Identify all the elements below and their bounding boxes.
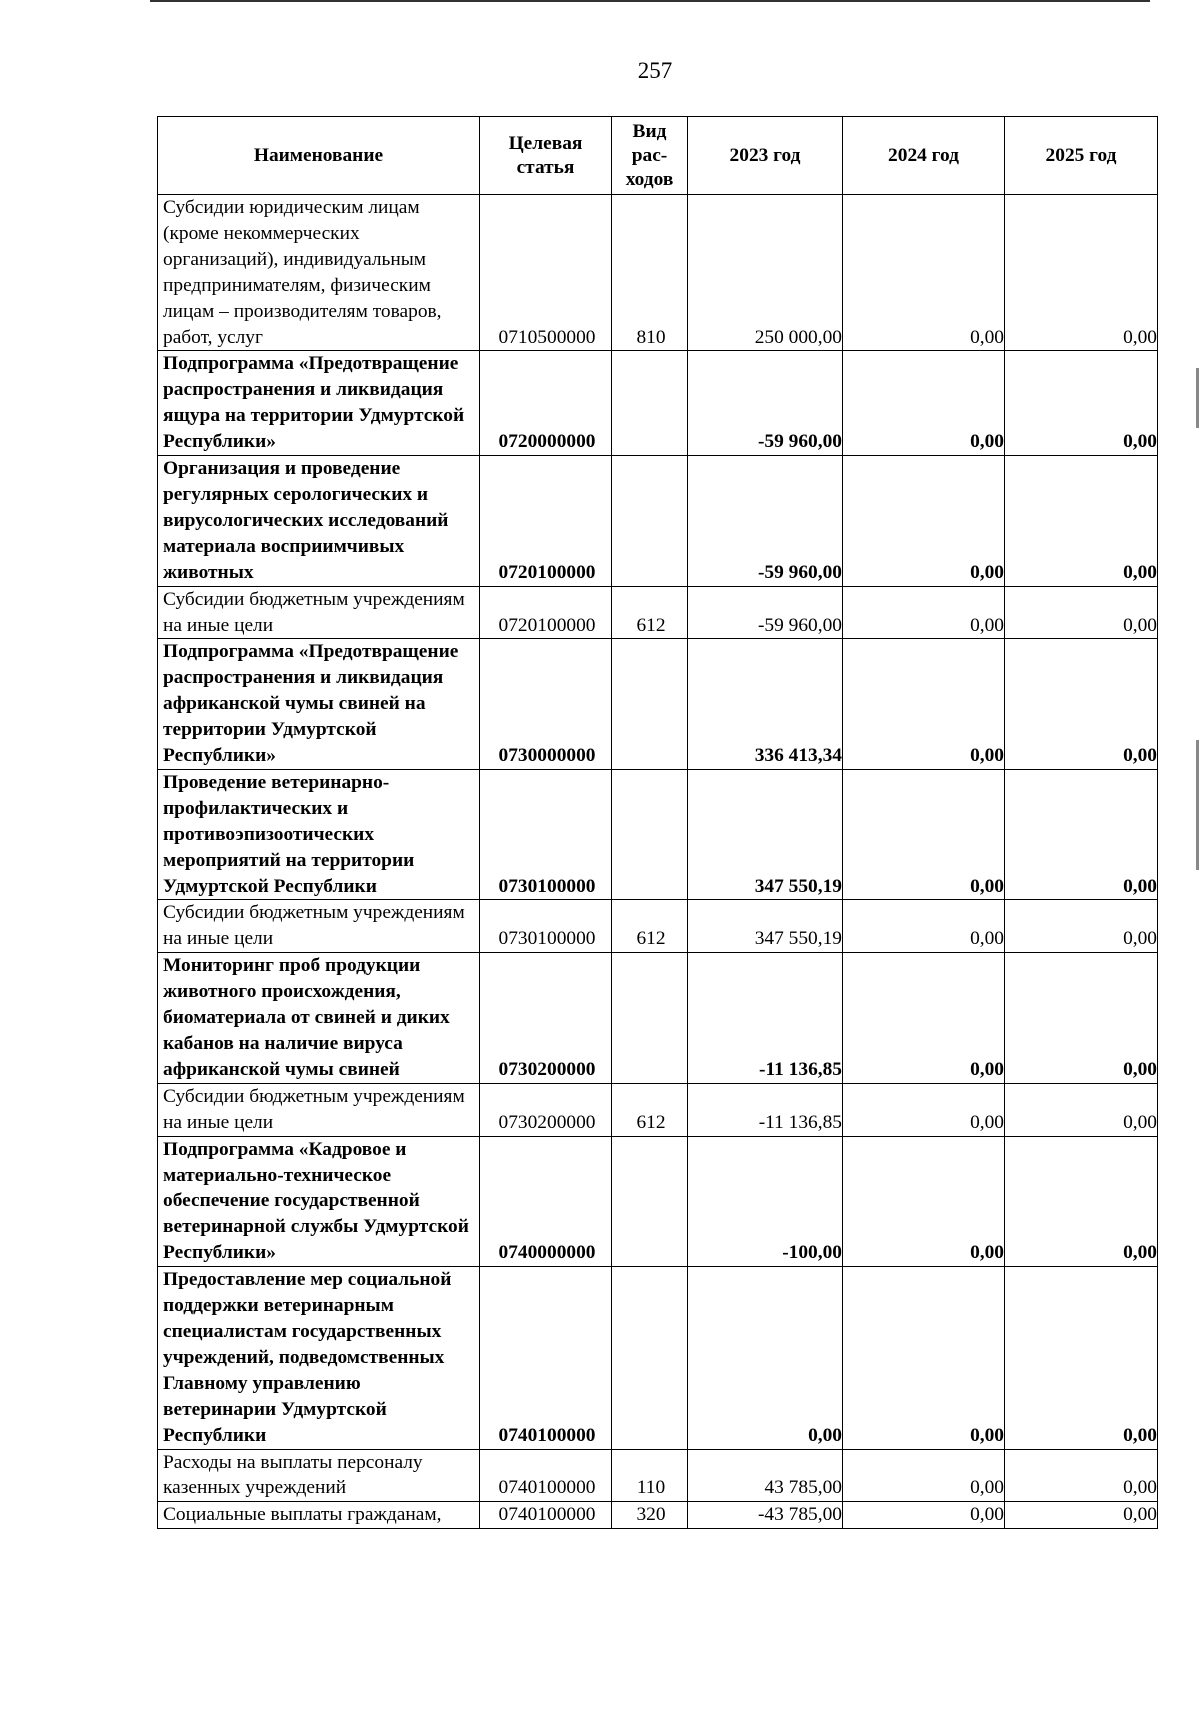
table-row <box>158 195 1158 351</box>
header-name: Наименование <box>158 117 480 195</box>
row-expense-kind <box>612 1136 688 1267</box>
table-row <box>158 351 1158 456</box>
row-name: Предоставление мер социальной поддержки ветеринарным специалистам государственных учреждений, подведомственных Главному управлению ветеринарии Удмуртской Республики <box>158 1267 480 1449</box>
table-row <box>158 1267 1158 1449</box>
row-expense-kind: 612 <box>612 586 688 639</box>
row-target-article: 0720100000 <box>480 586 612 639</box>
row-2025: 0,00 <box>1005 769 1158 900</box>
row-2024: 0,00 <box>843 195 1005 351</box>
row-2023: 347 550,19 <box>688 900 843 953</box>
row-expense-kind <box>612 639 688 770</box>
row-name: Субсидии бюджетным учреждениям на иные цели <box>158 900 480 953</box>
row-target-article: 0740100000 <box>480 1267 612 1449</box>
table-row <box>158 586 1158 639</box>
row-name: Подпрограмма «Кадровое и материально-техническое обеспечение государственной ветеринарной службы Удмуртской Республики» <box>158 1136 480 1267</box>
row-2024: 0,00 <box>843 1502 1005 1529</box>
row-2025: 0,00 <box>1005 900 1158 953</box>
header-2024: 2024 год <box>843 117 1005 195</box>
row-2023: -59 960,00 <box>688 351 843 456</box>
row-2025: 0,00 <box>1005 1267 1158 1449</box>
table-row <box>158 1449 1158 1502</box>
scan-edge-mark <box>1196 368 1199 428</box>
row-2025: 0,00 <box>1005 586 1158 639</box>
row-expense-kind: 612 <box>612 900 688 953</box>
header-target-article: Целевая статья <box>480 117 612 195</box>
row-2024: 0,00 <box>843 769 1005 900</box>
row-2025: 0,00 <box>1005 1083 1158 1136</box>
row-expense-kind: 110 <box>612 1449 688 1502</box>
budget-table <box>157 116 1158 1529</box>
row-expense-kind <box>612 769 688 900</box>
row-target-article: 0720100000 <box>480 456 612 587</box>
row-2023: 0,00 <box>688 1267 843 1449</box>
row-2025: 0,00 <box>1005 456 1158 587</box>
table-row <box>158 1083 1158 1136</box>
row-name: Подпрограмма «Предотвращение распространения и ликвидация африканской чумы свиней на территории Удмуртской Республики» <box>158 639 480 770</box>
row-name: Субсидии юридическим лицам (кроме некоммерческих организаций), индивидуальным предпринимателям, физическим лицам – производителям товаров, работ, услуг <box>158 195 480 351</box>
row-target-article: 0730200000 <box>480 953 612 1084</box>
row-2025: 0,00 <box>1005 1136 1158 1267</box>
row-expense-kind <box>612 456 688 587</box>
row-2023: -11 136,85 <box>688 1083 843 1136</box>
row-2024: 0,00 <box>843 953 1005 1084</box>
header-2023: 2023 год <box>688 117 843 195</box>
row-expense-kind <box>612 953 688 1084</box>
row-2024: 0,00 <box>843 586 1005 639</box>
row-2025: 0,00 <box>1005 1502 1158 1529</box>
row-expense-kind: 320 <box>612 1502 688 1529</box>
table-header-row <box>158 117 1158 195</box>
row-name: Проведение ветеринарно-профилактических и противоэпизоотических мероприятий на территории Удмуртской Республики <box>158 769 480 900</box>
row-2024: 0,00 <box>843 456 1005 587</box>
row-2023: -59 960,00 <box>688 586 843 639</box>
row-2024: 0,00 <box>843 1136 1005 1267</box>
page-number: 257 <box>637 58 673 83</box>
row-2023: -100,00 <box>688 1136 843 1267</box>
row-2024: 0,00 <box>843 1267 1005 1449</box>
header-2025: 2025 год <box>1005 117 1158 195</box>
row-2025: 0,00 <box>1005 351 1158 456</box>
row-2023: 336 413,34 <box>688 639 843 770</box>
row-2024: 0,00 <box>843 1449 1005 1502</box>
row-name: Подпрограмма «Предотвращение распространения и ликвидация ящура на территории Удмуртской Республики» <box>158 351 480 456</box>
row-2024: 0,00 <box>843 351 1005 456</box>
row-2023: 347 550,19 <box>688 769 843 900</box>
row-target-article: 0730000000 <box>480 639 612 770</box>
scan-edge-mark <box>1196 740 1199 870</box>
row-target-article: 0740100000 <box>480 1449 612 1502</box>
row-target-article: 0710500000 <box>480 195 612 351</box>
table-row <box>158 639 1158 770</box>
table-row <box>158 1502 1158 1529</box>
row-expense-kind: 810 <box>612 195 688 351</box>
row-2023: 250 000,00 <box>688 195 843 351</box>
row-2025: 0,00 <box>1005 639 1158 770</box>
row-2025: 0,00 <box>1005 953 1158 1084</box>
row-2024: 0,00 <box>843 1083 1005 1136</box>
row-name: Субсидии бюджетным учреждениям на иные цели <box>158 586 480 639</box>
row-expense-kind: 612 <box>612 1083 688 1136</box>
row-2025: 0,00 <box>1005 195 1158 351</box>
table-row <box>158 1136 1158 1267</box>
table-row <box>158 456 1158 587</box>
row-target-article: 0730200000 <box>480 1083 612 1136</box>
row-name: Субсидии бюджетным учреждениям на иные цели <box>158 1083 480 1136</box>
table-row <box>158 953 1158 1084</box>
table-row <box>158 769 1158 900</box>
row-expense-kind <box>612 351 688 456</box>
row-2023: 43 785,00 <box>688 1449 843 1502</box>
row-target-article: 0740100000 <box>480 1502 612 1529</box>
row-2023: -43 785,00 <box>688 1502 843 1529</box>
top-edge-line <box>150 0 1150 2</box>
row-target-article: 0720000000 <box>480 351 612 456</box>
row-2025: 0,00 <box>1005 1449 1158 1502</box>
row-2024: 0,00 <box>843 639 1005 770</box>
row-2023: -11 136,85 <box>688 953 843 1084</box>
table-row <box>158 900 1158 953</box>
header-expense-kind: Вид рас-ходов <box>612 117 688 195</box>
row-name: Социальные выплаты гражданам, <box>158 1502 480 1529</box>
row-2023: -59 960,00 <box>688 456 843 587</box>
row-target-article: 0740000000 <box>480 1136 612 1267</box>
row-2024: 0,00 <box>843 900 1005 953</box>
row-name: Расходы на выплаты персоналу казенных учреждений <box>158 1449 480 1502</box>
row-target-article: 0730100000 <box>480 769 612 900</box>
row-name: Организация и проведение регулярных серологических и вирусологических исследований материала восприимчивых животных <box>158 456 480 587</box>
row-expense-kind <box>612 1267 688 1449</box>
row-name: Мониторинг проб продукции животного происхождения, биоматериала от свиней и диких кабанов на наличие вируса африканской чумы свиней <box>158 953 480 1084</box>
row-target-article: 0730100000 <box>480 900 612 953</box>
